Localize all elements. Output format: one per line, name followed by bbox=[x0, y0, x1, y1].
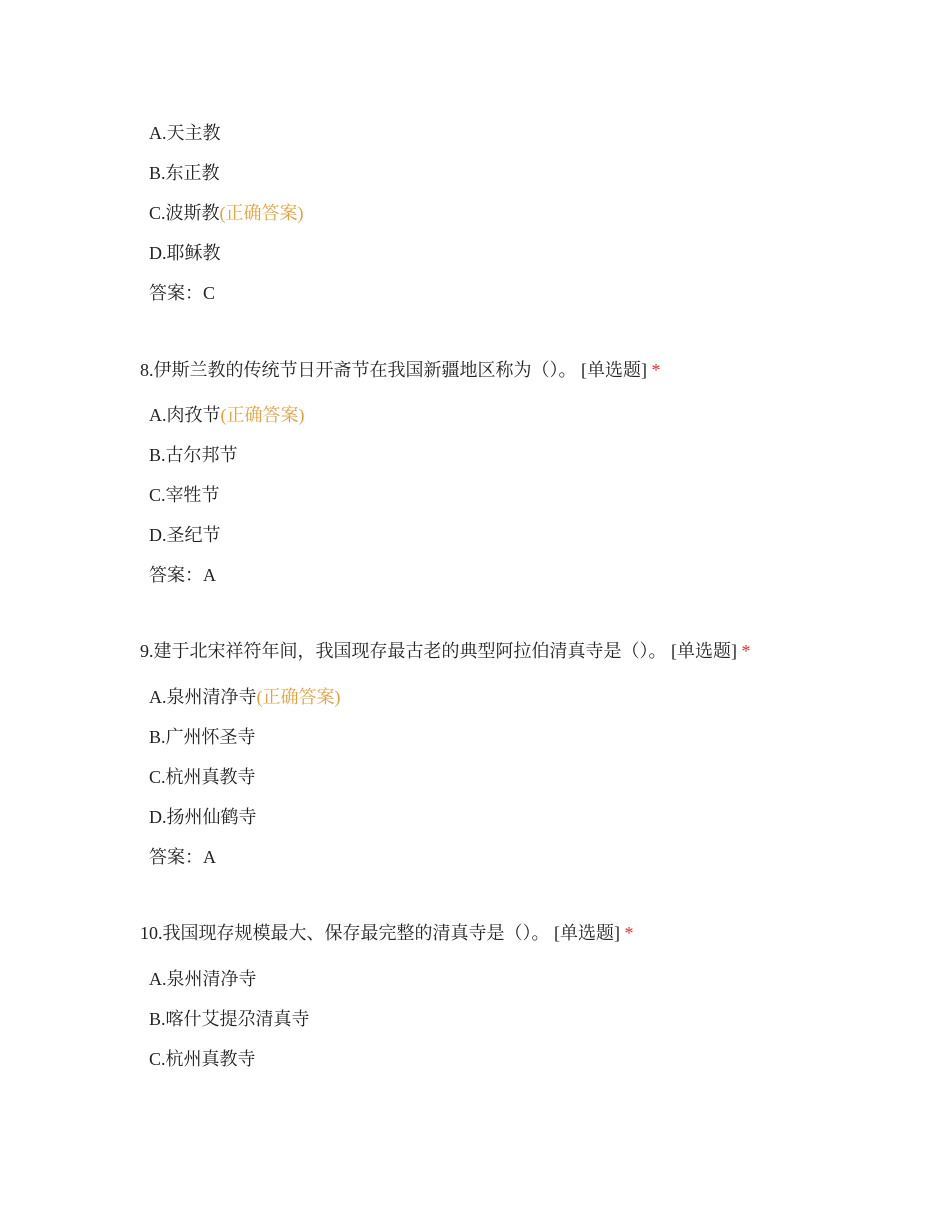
q7-option-a bbox=[149, 121, 221, 145]
q10-option-b bbox=[149, 1007, 310, 1031]
option-text: D.圣纪节 bbox=[149, 525, 221, 545]
q10-option-c bbox=[149, 1047, 256, 1071]
option-text: D.扬州仙鹤寺 bbox=[149, 807, 257, 827]
answer-value: A bbox=[203, 565, 216, 585]
correct-answer-label: (正确答案) bbox=[220, 405, 305, 425]
q7-option-c bbox=[149, 201, 304, 225]
q8-answer bbox=[149, 563, 216, 587]
q7-answer bbox=[149, 281, 215, 305]
answer-value: A bbox=[203, 847, 216, 867]
q9-answer bbox=[149, 845, 216, 869]
answer-prefix: 答案： bbox=[149, 847, 203, 867]
option-text: B.古尔邦节 bbox=[149, 445, 238, 465]
q9-option-c bbox=[149, 765, 256, 789]
answer-value: C bbox=[203, 283, 216, 303]
correct-answer-label: (正确答案) bbox=[219, 203, 304, 223]
q7-option-d bbox=[149, 241, 221, 265]
q10-title bbox=[140, 921, 634, 945]
option-text: B.喀什艾提尕清真寺 bbox=[149, 1009, 310, 1029]
q8-title bbox=[140, 358, 661, 382]
option-text: C.波斯教 bbox=[149, 203, 220, 223]
question-type: [单选题] bbox=[554, 923, 620, 943]
option-text: D.耶稣教 bbox=[149, 243, 221, 263]
option-text: B.广州怀圣寺 bbox=[149, 727, 256, 747]
question-type: [单选题] bbox=[671, 641, 737, 661]
option-text: A.泉州清净寺 bbox=[149, 687, 257, 707]
question-text: 9.建于北宋祥符年间，我国现存最古老的典型阿拉伯清真寺是（）。 bbox=[140, 641, 667, 661]
option-text: A.肉孜节 bbox=[149, 405, 221, 425]
q7-option-b bbox=[149, 161, 220, 185]
question-text: 8.伊斯兰教的传统节日开斋节在我国新疆地区称为（）。 bbox=[140, 360, 577, 380]
option-text: A.天主教 bbox=[149, 123, 221, 143]
question-text: 10.我国现存规模最大、保存最完整的清真寺是（）。 bbox=[140, 923, 550, 943]
option-text: C.杭州真教寺 bbox=[149, 767, 256, 787]
option-text: A.泉州清净寺 bbox=[149, 969, 257, 989]
option-text: C.杭州真教寺 bbox=[149, 1049, 256, 1069]
answer-prefix: 答案： bbox=[149, 565, 203, 585]
q8-option-b bbox=[149, 443, 238, 467]
q8-option-c bbox=[149, 483, 220, 507]
required-mark: * bbox=[741, 641, 751, 661]
answer-prefix: 答案： bbox=[149, 283, 203, 303]
q9-option-a bbox=[149, 685, 341, 709]
correct-answer-label: (正确答案) bbox=[256, 687, 341, 707]
option-text: C.宰牲节 bbox=[149, 485, 220, 505]
q9-option-d bbox=[149, 805, 257, 829]
q9-title bbox=[140, 639, 751, 663]
question-type: [单选题] bbox=[581, 360, 647, 380]
q8-option-d bbox=[149, 523, 221, 547]
q8-option-a bbox=[149, 403, 305, 427]
option-text: B.东正教 bbox=[149, 163, 220, 183]
q10-option-a bbox=[149, 967, 257, 991]
required-mark: * bbox=[651, 360, 661, 380]
required-mark: * bbox=[624, 923, 634, 943]
q9-option-b bbox=[149, 725, 256, 749]
